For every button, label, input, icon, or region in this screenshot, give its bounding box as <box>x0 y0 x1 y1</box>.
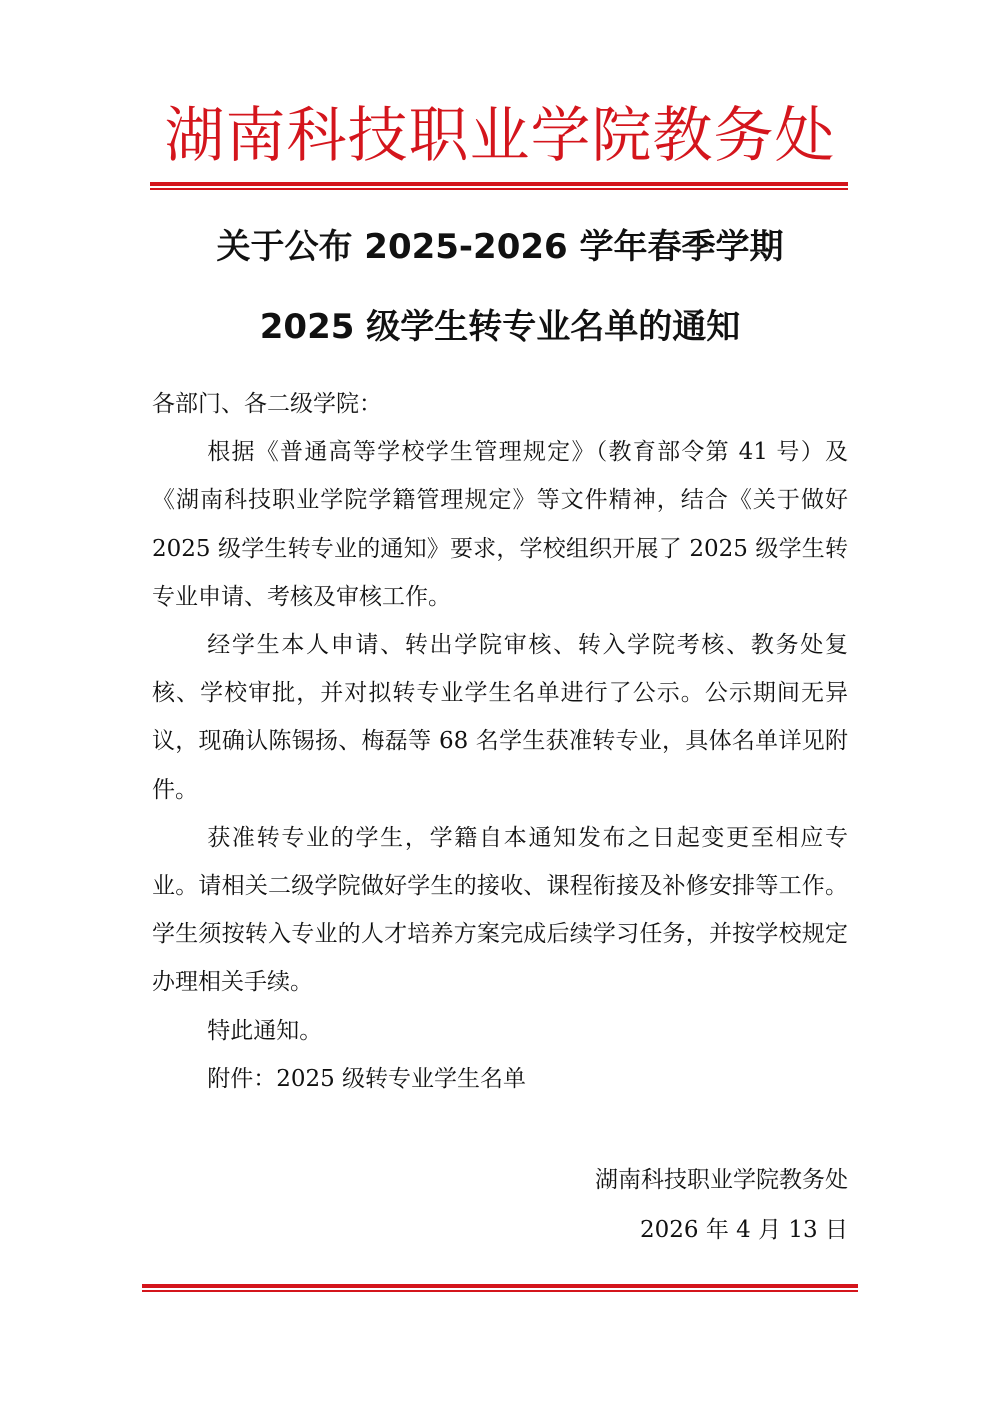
notice-attachment: 附件：2025 级转专业学生名单 <box>207 1065 527 1092</box>
notice-title-line-1: 关于公布 2025-2026 学年春季学期 <box>216 227 784 267</box>
document-header-org-name: 湖南科技职业学院教务处 <box>164 101 836 171</box>
notice-closing: 特此通知。 <box>207 1017 323 1044</box>
notice-body <box>152 380 848 1103</box>
footer-red-double-rule <box>142 1284 858 1292</box>
header-red-double-rule <box>150 182 848 190</box>
notice-paragraph-process: 经学生本人申请、转出学院审核、转入学院考核、教务处复核、学校审批，并对拟转专业学生名单进行了公示。公示期间无异议，现确认陈锡扬、梅磊等 68 名学生获准转专业，具体名单详见附件。 <box>152 632 848 803</box>
notice-addressee: 各部门、各二级学院： <box>152 391 382 417</box>
signature-block <box>595 1155 848 1255</box>
signature-issuer: 湖南科技职业学院教务处 <box>595 1167 848 1193</box>
notice-paragraph-basis: 根据《普通高等学校学生管理规定》（教育部令第 41 号）及《湖南科技职业学院学籍管理规定》等文件精神，结合《关于做好 2025 级学生转专业的通知》要求，学校组织开展了 2025 级学生转专业申请、考核及审核工作。 <box>152 439 848 610</box>
header-rule-thick-line <box>150 182 848 186</box>
signature-date: 2026 年 4 月 13 日 <box>640 1217 848 1243</box>
footer-rule-thin-line <box>142 1290 858 1292</box>
footer-rule-thick-line <box>142 1284 858 1288</box>
notice-paragraph-requirements: 获准转专业的学生，学籍自本通知发布之日起变更至相应专业。请相关二级学院做好学生的接收、课程衔接及补修安排等工作。学生须按转入专业的人才培养方案完成后续学习任务，并按学校规定办理相关手续。 <box>152 824 848 996</box>
header-rule-thin-line <box>150 188 848 190</box>
notice-title-line-2: 2025 级学生转专业名单的通知 <box>259 307 741 347</box>
